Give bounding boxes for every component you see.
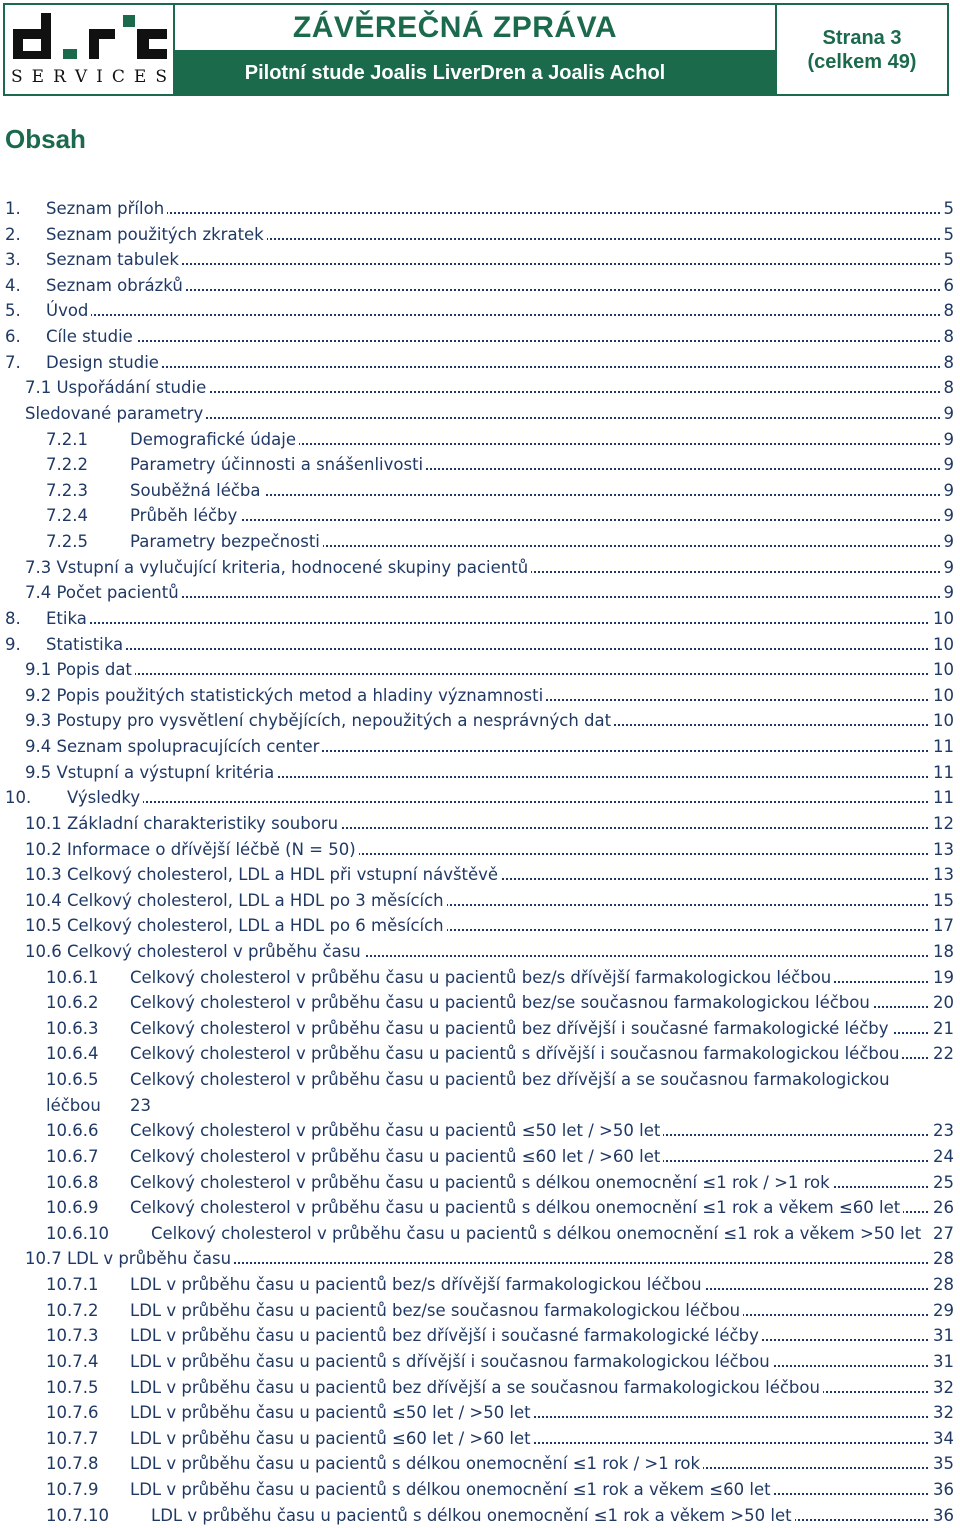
toc-entry-title: 7.1 Uspořádání studie bbox=[25, 378, 209, 397]
toc-entry-page: 12 bbox=[930, 814, 954, 833]
toc-entry-number: 10.7.5 bbox=[46, 1377, 99, 1397]
toc-leader-dots bbox=[46, 340, 952, 342]
toc-entry-title: LDL v průběhu času u pacientů bez/s dřívější farmakologickou léčbou bbox=[130, 1275, 705, 1294]
toc-entry-number: 10.7.1 bbox=[46, 1275, 99, 1295]
toc-entry-number: 7.2.5 bbox=[46, 532, 88, 552]
logo-wordmark bbox=[11, 67, 167, 87]
toc-entry[interactable] bbox=[0, 655, 960, 681]
toc-entry-title: Seznam příloh bbox=[46, 199, 167, 218]
toc-entry-page: 23 bbox=[930, 1121, 954, 1140]
toc-entry-page: 10 bbox=[930, 711, 954, 730]
toc-entry-page: 9 bbox=[941, 583, 955, 602]
toc-entry-number: 9. bbox=[5, 634, 21, 654]
toc-entry-title: Celkový cholesterol v průběhu času u pacientů bez dřívější i současné farmakologické léčby bbox=[130, 1019, 892, 1038]
toc-leader-dots bbox=[46, 622, 952, 624]
toc-entry-number: 10.6.5 bbox=[46, 1070, 99, 1090]
toc-entry-number: 10.6.2 bbox=[46, 993, 99, 1013]
toc-entry-number: 10.7.6 bbox=[46, 1403, 99, 1423]
toc-entry[interactable] bbox=[0, 937, 960, 963]
toc-entry-title: Průběh léčby bbox=[130, 506, 240, 525]
toc-entry-title: 9.3 Postupy pro vysvětlení chybějících, nepoužitých a nesprávných dat bbox=[25, 711, 614, 730]
toc-entry-page: 9 bbox=[941, 558, 955, 577]
toc-entry-page: 8 bbox=[941, 378, 955, 397]
toc-entry[interactable] bbox=[0, 604, 960, 630]
toc-entry-title: Celkový cholesterol v průběhu času u pacientů ≤50 let / >50 let bbox=[130, 1121, 663, 1140]
toc-leader-dots bbox=[46, 212, 952, 214]
toc-entry[interactable] bbox=[0, 348, 960, 374]
toc-entry-title: Celkový cholesterol v průběhu času u pacientů ≤60 let / >60 let bbox=[130, 1147, 663, 1166]
toc-entry[interactable] bbox=[0, 1091, 960, 1117]
toc-entry-number: 8. bbox=[5, 608, 21, 628]
toc-entry[interactable] bbox=[0, 373, 960, 399]
toc-entry[interactable] bbox=[0, 963, 960, 989]
logo-letter: E bbox=[133, 67, 147, 87]
toc-entry-page: 34 bbox=[930, 1429, 954, 1448]
toc-entry-number: 7.2.3 bbox=[46, 480, 88, 500]
toc-entry-title: Seznam obrázků bbox=[46, 276, 186, 295]
toc-entry-page: 35 bbox=[930, 1454, 954, 1473]
toc-entry-title: LDL v průběhu času u pacientů s délkou onemocnění ≤1 rok / >1 rok bbox=[130, 1454, 703, 1473]
title-block bbox=[175, 5, 777, 94]
toc-entry[interactable] bbox=[0, 732, 960, 758]
toc-entry-page: 21 bbox=[930, 1019, 954, 1038]
toc-entry-title: LDL v průběhu času u pacientů ≤50 let / >50 let bbox=[130, 1403, 534, 1422]
toc-entry-page: 22 bbox=[930, 1044, 954, 1063]
toc-entry[interactable] bbox=[0, 1347, 960, 1373]
toc-leader-dots bbox=[46, 314, 952, 316]
toc-entry-page: 31 bbox=[930, 1352, 954, 1371]
toc-entry[interactable] bbox=[0, 911, 960, 937]
toc-entry-page: 8 bbox=[941, 353, 955, 372]
toc-entry-number: 10.6.7 bbox=[46, 1146, 99, 1166]
toc-entry-title: Etika bbox=[46, 609, 90, 628]
toc-entry[interactable] bbox=[0, 1373, 960, 1399]
toc-entry-title: Seznam tabulek bbox=[46, 250, 182, 269]
toc-entry-page: 18 bbox=[930, 942, 954, 961]
toc-entry[interactable] bbox=[0, 783, 960, 809]
toc-entry-page: 5 bbox=[941, 199, 955, 218]
toc-entry-page: 29 bbox=[930, 1301, 954, 1320]
toc-entry-number: 10.7.3 bbox=[46, 1326, 99, 1346]
toc-entry-page: 36 bbox=[930, 1480, 954, 1499]
toc-entry-title: 23 bbox=[130, 1096, 154, 1115]
toc-entry-number: 10.6.10 bbox=[46, 1223, 109, 1243]
toc-entry-page: 9 bbox=[941, 455, 955, 474]
toc-entry-title: Statistika bbox=[46, 635, 126, 654]
toc-entry-title: 7.4 Počet pacientů bbox=[25, 583, 182, 602]
toc-entry-page: 5 bbox=[941, 250, 955, 269]
toc-entry-title: Celkový cholesterol v průběhu času u pacientů bez/s dřívější farmakologickou léčbou bbox=[130, 968, 834, 987]
toc-entry-page: 10 bbox=[930, 609, 954, 628]
logo-letter: V bbox=[74, 67, 88, 87]
toc-entry[interactable] bbox=[0, 578, 960, 604]
toc-entry-number: 7.2.2 bbox=[46, 455, 88, 475]
toc-entry[interactable] bbox=[0, 450, 960, 476]
toc-entry-title: 9.2 Popis použitých statistických metod a hladiny významnosti bbox=[25, 686, 546, 705]
toc-leader-dots bbox=[46, 648, 952, 650]
toc-entry-title: Sledované parametry bbox=[25, 404, 206, 423]
toc-entry-title: Parametry účinnosti a snášenlivosti bbox=[130, 455, 426, 474]
toc-entry-title: Celkový cholesterol v průběhu času u pacientů bez dřívější a se současnou farmakologickou bbox=[130, 1070, 893, 1089]
toc-entry[interactable] bbox=[0, 245, 960, 271]
toc-entry-page: 13 bbox=[930, 865, 954, 884]
toc-entry[interactable] bbox=[0, 1296, 960, 1322]
toc-entry-page: 15 bbox=[930, 891, 954, 910]
page-total: (celkem 49) bbox=[807, 50, 917, 73]
toc-entry-number: 4. bbox=[5, 275, 21, 295]
toc-entry-number: 5. bbox=[5, 301, 21, 321]
toc-entry-number: 10.7.4 bbox=[46, 1351, 99, 1371]
toc-entry-number: 10.6.1 bbox=[46, 967, 99, 987]
toc-entry-page: 31 bbox=[930, 1326, 954, 1345]
toc-entry-number: 10.6.9 bbox=[46, 1198, 99, 1218]
toc-leader-dots bbox=[130, 519, 952, 521]
toc-entry[interactable] bbox=[0, 1116, 960, 1142]
toc-entry[interactable] bbox=[0, 1424, 960, 1450]
toc-entry[interactable] bbox=[0, 809, 960, 835]
toc-entry-title: LDL v průběhu času u pacientů ≤60 let / >60 let bbox=[130, 1429, 534, 1448]
toc-entry[interactable] bbox=[0, 1065, 960, 1091]
toc-entry-page: 19 bbox=[930, 968, 954, 987]
toc-entry[interactable] bbox=[0, 1014, 960, 1040]
toc-entry[interactable] bbox=[0, 553, 960, 579]
company-logo bbox=[5, 5, 175, 94]
toc-entry-page: 9 bbox=[941, 481, 955, 500]
dsc-logo-mark bbox=[11, 11, 167, 63]
toc-entry-number: 10.6.3 bbox=[46, 1018, 99, 1038]
toc-entry-title: Celkový cholesterol v průběhu času u pacientů bez/se současnou farmakologickou léčbou bbox=[130, 993, 873, 1012]
toc-entry-page: 28 bbox=[930, 1249, 954, 1268]
toc-entry-title: 10.6 Celkový cholesterol v průběhu času bbox=[25, 942, 364, 961]
toc-entry-page: 8 bbox=[941, 327, 955, 346]
report-subtitle: Pilotní stude Joalis LiverDren a Joalis Achol bbox=[175, 52, 775, 94]
toc-entry-page: 11 bbox=[930, 763, 954, 782]
toc-entry-page: 27 bbox=[930, 1224, 954, 1243]
toc-entry[interactable] bbox=[0, 501, 960, 527]
toc-heading: Obsah bbox=[5, 124, 86, 154]
toc-entry[interactable] bbox=[0, 322, 960, 348]
toc-entry-number: 10.6.8 bbox=[46, 1172, 99, 1192]
toc-entry[interactable] bbox=[0, 399, 960, 425]
toc-entry[interactable] bbox=[0, 194, 960, 220]
toc-entry-number: 10.7.9 bbox=[46, 1480, 99, 1499]
toc-entry-page: 25 bbox=[930, 1173, 954, 1192]
toc-entry-page: 8 bbox=[941, 301, 955, 320]
toc-entry[interactable] bbox=[0, 1321, 960, 1347]
logo-letter: R bbox=[53, 67, 66, 87]
toc-entry-title: LDL v průběhu času u pacientů bez dřívější i současné farmakologické léčby bbox=[130, 1326, 762, 1345]
toc-entry-title: LDL v průběhu času u pacientů bez/se současnou farmakologickou léčbou bbox=[130, 1301, 743, 1320]
toc-entry-number: 10.7.8 bbox=[46, 1454, 99, 1474]
toc-entry[interactable] bbox=[0, 1501, 960, 1527]
logo-letter: S bbox=[11, 67, 23, 87]
toc-entry[interactable] bbox=[0, 220, 960, 246]
toc-entry-page: 11 bbox=[930, 737, 954, 756]
toc-entry[interactable] bbox=[0, 1244, 960, 1270]
toc-entry[interactable] bbox=[0, 1193, 960, 1219]
toc-entry[interactable] bbox=[0, 527, 960, 553]
toc-entry-page: 10 bbox=[930, 635, 954, 654]
toc-entry-number: 10.7.2 bbox=[46, 1300, 99, 1320]
toc-entry-number: 7.2.1 bbox=[46, 429, 88, 449]
toc-entry[interactable] bbox=[0, 681, 960, 707]
toc-entry-number: 10.7.10 bbox=[46, 1505, 109, 1525]
toc-entry-number: 10. bbox=[5, 788, 32, 808]
toc-entry[interactable] bbox=[0, 425, 960, 451]
toc-entry-title: 10.7 LDL v průběhu času bbox=[25, 1249, 234, 1268]
toc-entry-number: 10.6.6 bbox=[46, 1121, 99, 1141]
toc-entry-title: 10.4 Celkový cholesterol, LDL a HDL po 3 měsících bbox=[25, 891, 447, 910]
toc-entry[interactable] bbox=[0, 1168, 960, 1194]
toc-entry[interactable] bbox=[0, 1039, 960, 1065]
toc-entry-page: 28 bbox=[930, 1275, 954, 1294]
toc-entry[interactable] bbox=[0, 835, 960, 861]
toc-entry-title: 9.4 Seznam spolupracujících center bbox=[25, 737, 322, 756]
toc-entry-title: LDL v průběhu času u pacientů s délkou onemocnění ≤1 rok a věkem >50 let bbox=[151, 1506, 795, 1525]
toc-entry-title: Celkový cholesterol v průběhu času u pacientů s dřívější i současnou farmakologickou léčbou bbox=[130, 1044, 902, 1063]
toc-entry-title: Cíle studie bbox=[46, 327, 136, 346]
toc-entry-title: 10.1 Základní charakteristiky souboru bbox=[25, 814, 341, 833]
toc-entry-page: 10 bbox=[930, 660, 954, 679]
logo-letter: C bbox=[111, 67, 125, 87]
logo-letter: E bbox=[31, 67, 45, 87]
logo-letter: I bbox=[96, 67, 103, 87]
toc-entry[interactable] bbox=[0, 860, 960, 886]
report-title: ZÁVĚREČNÁ ZPRÁVA bbox=[175, 5, 775, 52]
toc-entry-title: 7.3 Vstupní a vylučující kriteria, hodnocené skupiny pacientů bbox=[25, 558, 531, 577]
toc-entry[interactable] bbox=[0, 1270, 960, 1296]
toc-entry-page: 11 bbox=[930, 788, 954, 807]
toc-entry[interactable] bbox=[0, 271, 960, 297]
toc-entry[interactable] bbox=[0, 886, 960, 912]
toc-entry-title: Celkový cholesterol v průběhu času u pacientů s délkou onemocnění ≤1 rok / >1 rok bbox=[130, 1173, 833, 1192]
toc-entry[interactable] bbox=[0, 758, 960, 784]
toc-entry-title: Design studie bbox=[46, 353, 162, 372]
toc-entry-page: 26 bbox=[930, 1198, 954, 1217]
toc-entry[interactable] bbox=[0, 630, 960, 656]
page-number: Strana 3 bbox=[822, 26, 902, 49]
toc-entry-title: 9.1 Popis dat bbox=[25, 660, 135, 679]
toc-entry-title: Úvod bbox=[46, 301, 91, 320]
toc-entry-title: Parametry bezpečnosti bbox=[130, 532, 323, 551]
toc-entry-title: Seznam použitých zkratek bbox=[46, 225, 267, 244]
toc-entry-number: 3. bbox=[5, 250, 21, 270]
toc-entry-title: 10.3 Celkový cholesterol, LDL a HDL při vstupní návštěvě bbox=[25, 865, 501, 884]
toc-entry-number: 7. bbox=[5, 352, 21, 372]
toc-leader-dots bbox=[67, 801, 952, 803]
toc-entry-page: 9 bbox=[941, 430, 955, 449]
toc-entry-page: 9 bbox=[941, 506, 955, 525]
toc-entry-number: 6. bbox=[5, 327, 21, 347]
toc-entry-page: 9 bbox=[941, 532, 955, 551]
toc-entry-title: LDL v průběhu času u pacientů s délkou onemocnění ≤1 rok a věkem ≤60 let bbox=[130, 1480, 774, 1499]
toc-entry-title: Celkový cholesterol v průběhu času u pacientů s délkou onemocnění ≤1 rok a věkem >50 let bbox=[151, 1224, 924, 1243]
toc-entry-title: LDL v průběhu času u pacientů bez dřívější a se současnou farmakologickou léčbou bbox=[130, 1378, 823, 1397]
toc-entry[interactable] bbox=[0, 476, 960, 502]
toc-entry-title: 9.5 Vstupní a výstupní kritéria bbox=[25, 763, 277, 782]
toc-entry[interactable] bbox=[0, 1142, 960, 1168]
toc-leader-dots bbox=[46, 366, 952, 368]
toc-entry[interactable] bbox=[0, 1449, 960, 1475]
toc-entry-page: 6 bbox=[941, 276, 955, 295]
toc-entry-title: Výsledky bbox=[67, 788, 143, 807]
toc-entry-number: 10.7.7 bbox=[46, 1428, 99, 1448]
toc-entry-page: 20 bbox=[930, 993, 954, 1012]
toc-entry[interactable] bbox=[0, 296, 960, 322]
page-indicator bbox=[777, 5, 947, 94]
toc-entry[interactable] bbox=[0, 706, 960, 732]
toc-entry-number: 7.2.4 bbox=[46, 506, 88, 526]
logo-letter: S bbox=[155, 67, 167, 87]
toc-entry[interactable] bbox=[0, 988, 960, 1014]
toc-entry-page: 32 bbox=[930, 1403, 954, 1422]
toc-entry-title: 10.2 Informace o dřívější léčbě (N = 50) bbox=[25, 840, 359, 859]
toc-entry-title: 10.5 Celkový cholesterol, LDL a HDL po 6 měsících bbox=[25, 916, 447, 935]
toc-entry-number: 1. bbox=[5, 199, 21, 218]
toc-entry-page: 36 bbox=[930, 1506, 954, 1525]
toc-entry-number: 2. bbox=[5, 224, 21, 244]
toc-entry-number: léčbou bbox=[46, 1095, 101, 1115]
toc-entry-page: 5 bbox=[941, 225, 955, 244]
toc-entry-page: 32 bbox=[930, 1378, 954, 1397]
toc-entry-page: 13 bbox=[930, 840, 954, 859]
report-header bbox=[3, 3, 949, 96]
toc-entry[interactable] bbox=[0, 1219, 960, 1245]
toc-entry-title: Celkový cholesterol v průběhu času u pacientů s délkou onemocnění ≤1 rok a věkem ≤60 let bbox=[130, 1198, 903, 1217]
toc-entry-title: Demografické údaje bbox=[130, 430, 299, 449]
toc-entry[interactable] bbox=[0, 1475, 960, 1501]
toc-entry-title: LDL v průběhu času u pacientů s dřívější i současnou farmakologickou léčbou bbox=[130, 1352, 773, 1371]
toc-entry-page: 17 bbox=[930, 916, 954, 935]
toc-leader-dots bbox=[25, 673, 952, 675]
toc-entry-page: 24 bbox=[930, 1147, 954, 1166]
toc-entry[interactable] bbox=[0, 1398, 960, 1424]
toc-entry-number: 10.6.4 bbox=[46, 1044, 99, 1064]
toc-entry-page: 10 bbox=[930, 686, 954, 705]
toc-entry-title: Souběžná léčba bbox=[130, 481, 264, 500]
toc-entry-page: 9 bbox=[941, 404, 955, 423]
